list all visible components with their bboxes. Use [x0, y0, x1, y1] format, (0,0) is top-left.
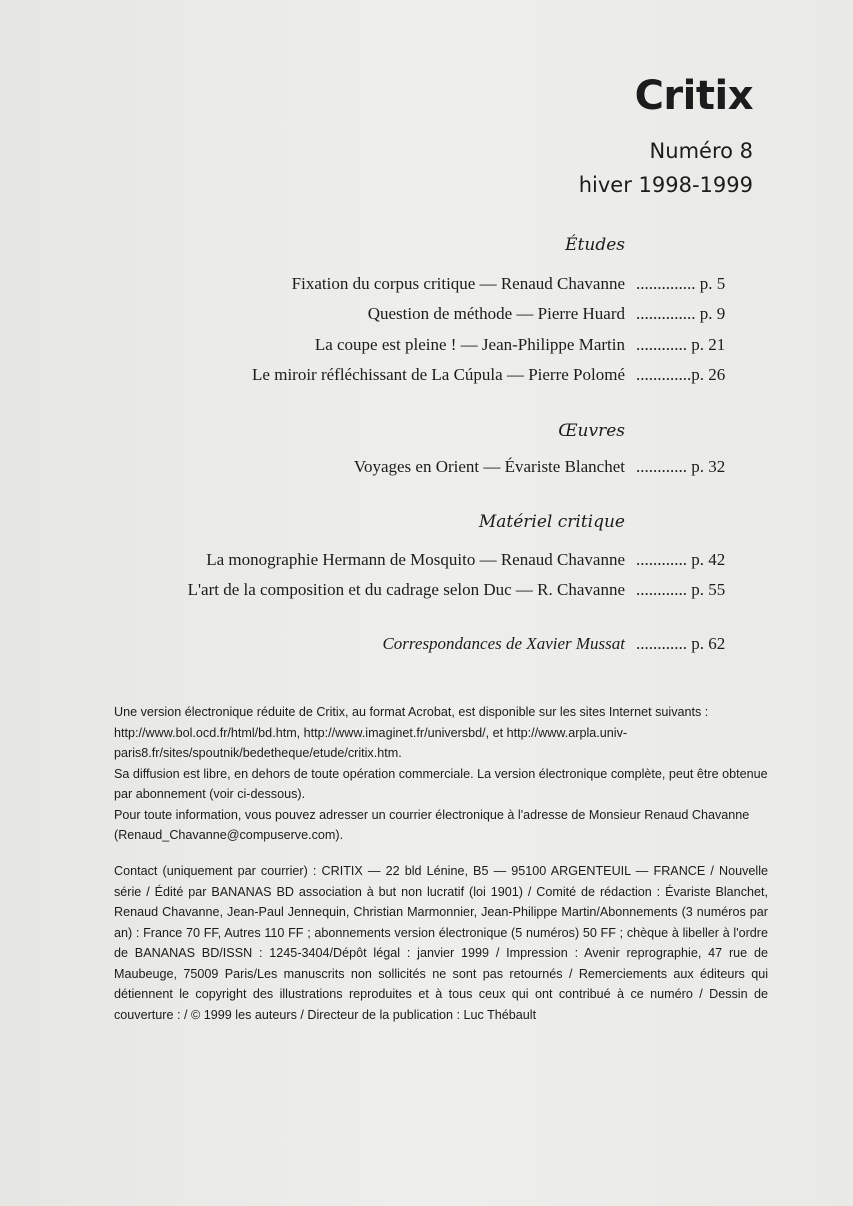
notice-paragraph: Une version électronique réduite de Critix, au format Acrobat, est disponible sur les sites Internet suivants : http://www.bol.ocd.fr/html/bd.htm, http://www.imaginet.fr/universbd/, et http://www.arpla.univ-paris8.fr/sites/spoutnik/bedetheque/etude/critix.htm. [114, 705, 709, 760]
section-heading-etudes: Études [565, 235, 625, 255]
toc-entry-title: Fixation du corpus critique — Renaud Chavanne [291, 274, 625, 293]
masthead [579, 72, 753, 202]
section-heading-materiel-critique: Matériel critique [478, 512, 625, 532]
notice-block [114, 702, 768, 846]
contact-paragraph: Contact (uniquement par courrier) : CRITIX — 22 bld Lénine, B5 — 95100 ARGENTEUIL — FRANCE / Nouvelle série / Édité par BANANAS BD association à but non lucratif (loi 1901) / Comité de rédaction : Évariste Blanchet, Renaud Chavanne, Jean-Paul Jennequin, Christian Marmonnier, Jean-Philippe Martin/Abonnements (3 numéros par an) : France 70 FF, Autres 110 FF ; abonnements version électronique (5 numéros) 50 FF ; chèque à libeller à l'ordre de BANANAS BD/ISSN : 1245-3404/Dépôt légal : janvier 1999 / Impression : Avenir reprographie, 47 rue de Maubeuge, 75009 Paris/Les manuscrits non sollicités ne sont pas retournés / Remerciements aux éditeurs qui détiennent le copyright des illustrations reproduites et à tous ceux qui ont contribué à ce numéro / Dessin de couverture : / © 1999 les auteurs / Directeur de la publication : Luc Thébault [114, 864, 768, 1022]
toc-entry-title: L'art de la composition et du cadrage selon Duc — R. Chavanne [187, 580, 625, 599]
toc-entry-page: ............ p. 32 [636, 457, 726, 476]
magazine-title: Critix [634, 73, 753, 119]
contact-block [114, 861, 768, 1025]
toc-entry-title: La monographie Hermann de Mosquito — Renaud Chavanne [206, 550, 625, 569]
toc-entry [0, 365, 853, 393]
toc-entry-page: .............. p. 9 [636, 304, 726, 323]
toc-entry-title: Correspondances de Xavier Mussat [382, 634, 625, 653]
section-heading-oeuvres: Œuvres [558, 421, 625, 441]
toc-entry-correspondances [0, 634, 853, 662]
toc-entry-title: Le miroir réfléchissant de La Cúpula — Pierre Polomé [252, 365, 625, 384]
toc-entry-page: .............. p. 5 [636, 274, 726, 293]
toc-entry-title: La coupe est pleine ! — Jean-Philippe Martin [314, 335, 625, 354]
issue-season: hiver 1998-1999 [578, 173, 753, 197]
issue-number: Numéro 8 [649, 139, 753, 163]
toc-entry-title: Voyages en Orient — Évariste Blanchet [353, 457, 625, 476]
notice-paragraph: Sa diffusion est libre, en dehors de toute opération commerciale. La version électronique complète, peut être obtenue par abonnement (voir ci-dessous). [114, 766, 768, 801]
toc-entry-title: Question de méthode — Pierre Huard [367, 304, 625, 323]
toc-entry-page: ............ p. 62 [636, 634, 726, 653]
toc-entry-page: ............ p. 21 [636, 335, 726, 354]
toc-entry-page: .............p. 26 [636, 365, 726, 384]
toc-entry [0, 457, 853, 485]
toc-entry [0, 304, 853, 332]
toc-entry [0, 335, 853, 363]
toc-entry [0, 550, 853, 578]
toc-entry [0, 274, 853, 302]
toc-entry-page: ............ p. 55 [636, 580, 726, 599]
toc-entry-page: ............ p. 42 [636, 550, 726, 569]
notice-paragraph: Pour toute information, vous pouvez adresser un courrier électronique à l'adresse de Monsieur Renaud Chavanne (Renaud_Chavanne@compuserve.com). [114, 807, 750, 842]
toc-entry [0, 580, 853, 608]
